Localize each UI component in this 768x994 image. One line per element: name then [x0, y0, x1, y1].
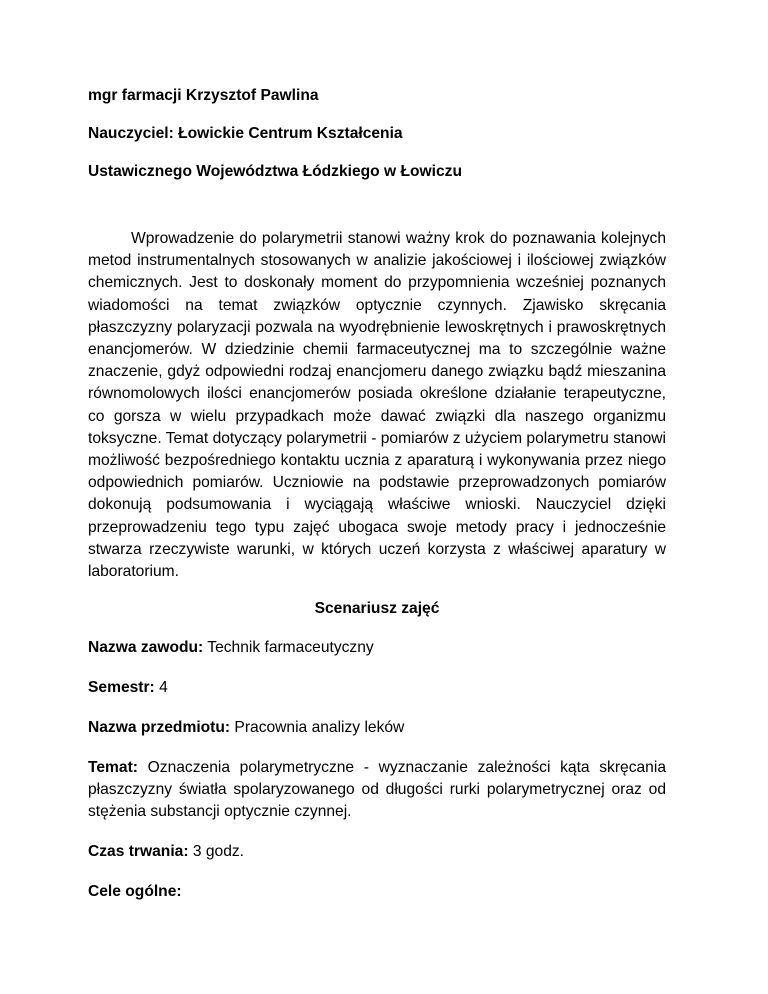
- duration-field: [88, 841, 666, 863]
- semester-label: Semestr:: [88, 679, 155, 697]
- subject-label: Nazwa przedmiotu:: [88, 719, 231, 737]
- author-line: mgr farmacji Krzysztof Pawlina: [88, 87, 319, 104]
- profession-field: [88, 637, 666, 659]
- teacher-line-2: Ustawicznego Województwa Łódzkiego w Łowiczu: [88, 163, 462, 180]
- duration-label: Czas trwania:: [88, 843, 189, 861]
- topic-value: Oznaczenia polarymetryczne - wyznaczanie zależności kąta skręcania płaszczyzny światła spolaryzowanego od długości rurki polarymetrycznej oraz od stężenia substancji optycznie czynnej.: [88, 759, 666, 821]
- subject-value: Pracownia analizy leków: [230, 719, 405, 737]
- scenario-title: Scenariusz zajęć: [314, 600, 440, 618]
- semester-field: [88, 677, 666, 699]
- subject-field: [88, 717, 666, 739]
- duration-value: 3 godz.: [188, 843, 245, 861]
- goals-field: [88, 881, 666, 903]
- topic-field: [88, 757, 666, 823]
- teacher-line-1: Nauczyciel: Łowickie Centrum Kształcenia: [88, 125, 403, 142]
- profession-value: Technik farmaceutyczny: [203, 639, 374, 657]
- topic-label: Temat:: [88, 759, 138, 777]
- profession-label: Nazwa zawodu:: [88, 639, 204, 657]
- goals-label: Cele ogólne:: [88, 883, 182, 901]
- intro-paragraph: Wprowadzenie do polarymetrii stanowi ważny krok do poznawania kolejnych metod instrumentalnych stosowanych w analizie jakościowej i ilościowej związków chemicznych. Jest to doskonały moment do przypomnienia wcześniej poznanych wiadomości na temat związków optycznie czynnych. Zjawisko skręcania płaszczyzny polaryzacji pozwala na wyodrębnienie lewoskrętnych i prawoskrętnych enancjomerów. W dziedzinie chemii farmaceutycznej ma to szczególnie ważne znaczenie, gdyż odpowiedni rodzaj enancjomeru danego związku bądź mieszanina równomolowych ilości enancjomerów posiada określone działanie terapeutyczne, co gorsza w wielu przypadkach może dawać związki dla naszego organizmu toksyczne. Temat dotyczący polarymetrii - pomiarów z użyciem polarymetru stanowi możliwość bezpośredniego kontaktu ucznia z aparaturą i wykonywania przez niego odpowiednich pomiarów. Uczniowie na podstawie przeprowadzonych pomiarów dokonują podsumowania i wyciągają właściwe wnioski. Nauczyciel dzięki przeprowadzeniu tego typu zajęć ubogaca swoje metody pracy i jednocześnie stwarza rzeczywiste warunki, w których uczeń korzysta z właściwej aparatury w laboratorium.: [88, 230, 666, 581]
- semester-value: 4: [154, 679, 168, 697]
